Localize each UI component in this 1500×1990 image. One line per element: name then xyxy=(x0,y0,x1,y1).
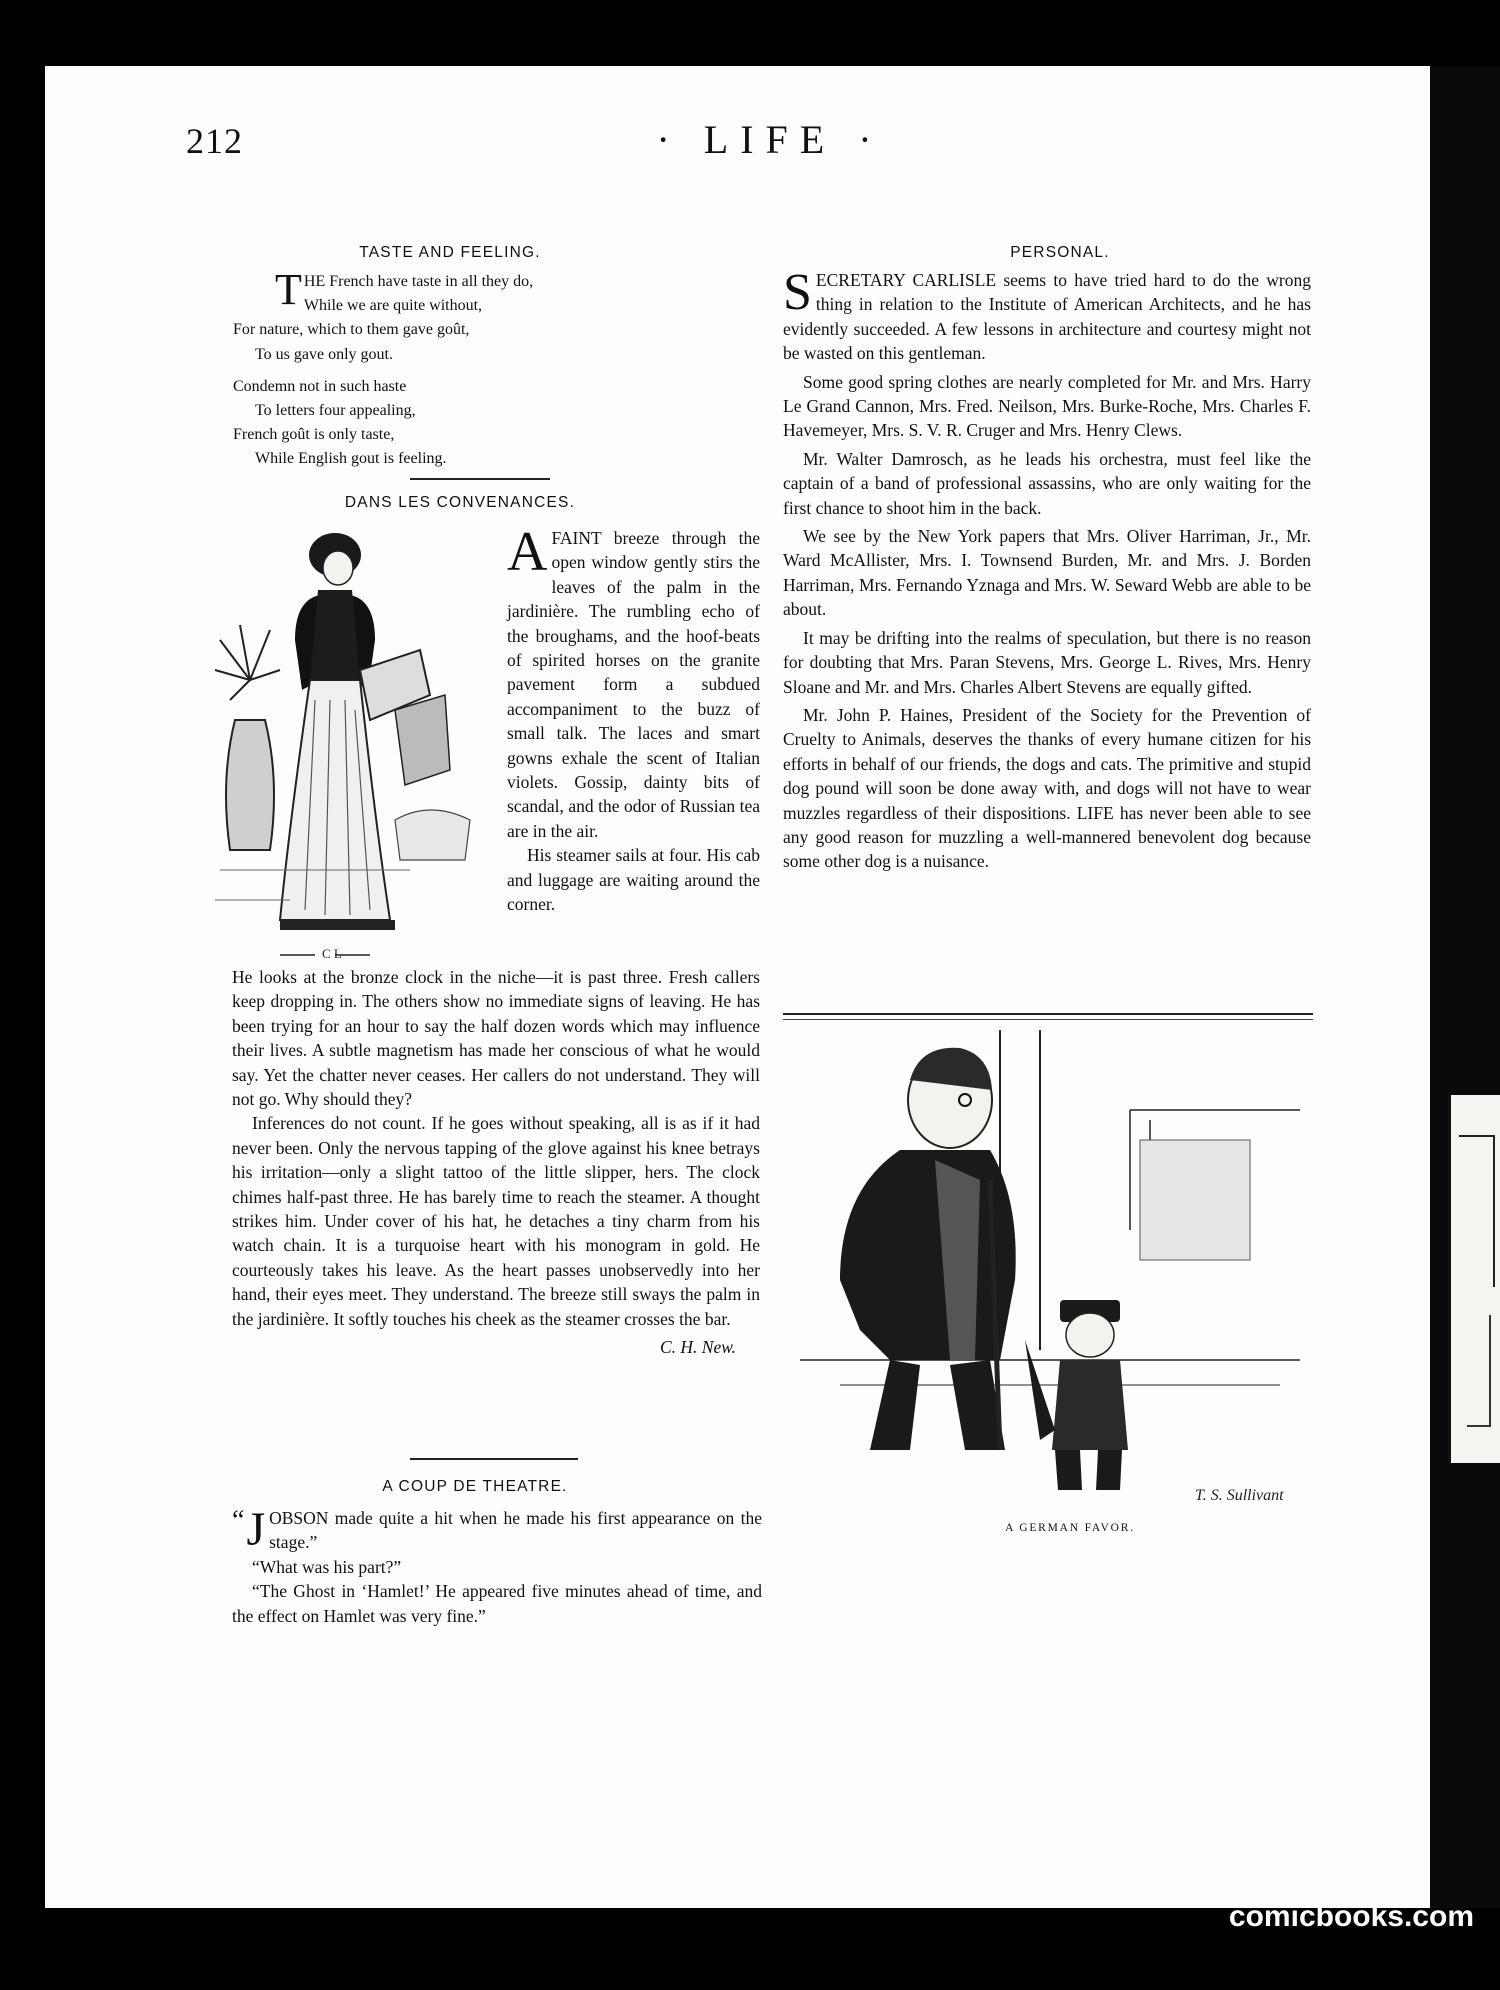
coup-line-1: “ J OBSON made quite a hit when he made his first appearance on the stage.” xyxy=(232,1503,762,1556)
coup-de-theatre-title: A COUP DE THEATRE. xyxy=(382,1478,568,1495)
personal-body xyxy=(783,264,1311,874)
poem-line: Condemn not in such haste xyxy=(233,377,407,395)
cartoon-artist-signature: T. S. Sullivant xyxy=(1195,1487,1284,1504)
page-number: 212 xyxy=(186,121,243,161)
coup-de-theatre-body xyxy=(232,1503,762,1628)
personal-paragraph-6: Mr. John P. Haines, President of the Society for the Prevention of Cruelty to Animals, deserves the thanks of every humane citizen for his efforts in behalf of our friends, the dogs and cats. The primitive and stupid dog pound will soon be done away with, and dogs will not have to wear muzzles regardless of their dispositions. LIFE has never been able to see any good reason for muzzling a well-mannered benevolent dog because some other dog is a nuisance. xyxy=(783,704,1311,872)
convenances-paragraph-3: Inferences do not count. If he goes without speaking, all is as if it had never been. Only the nervous tapping of the glove against his knee betrays his irritation—only a slight tattoo of the little slipper, hers. The clock chimes half-past three. He has barely time to reach the steamer. A thought strikes him. Under cover of his hat, he detaches a tiny charm from his watch chain. It is a turquoise heart with his monogram in gold. He courteously takes his leave. As the heart passes unobservedly into her hand, their eyes meet. They understand. The breeze still sways the palm in the jardinière. It softly touches his cheek as the steamer crosses the bar. xyxy=(232,1113,760,1329)
illustration-signature: C L xyxy=(322,946,342,960)
personal-paragraph-2: Some good spring clothes are nearly completed for Mr. and Mrs. Harry Le Grand Cannon, Mrs. Fred. Neilson, Mrs. Burke-Roche, Mrs. Charles F. Havemeyer, Mrs. S. V. R. Cruger and Mrs. Henry Clews. xyxy=(783,371,1311,441)
personal-paragraph-1: SECRETARY CARLISLE seems to have tried hard to do the wrong thing in relation to the Institute of American Architects, and he has evidently succeeded. A few lessons in architecture and courtesy might not be wasted on this gentleman. xyxy=(783,264,1311,364)
poem-line: While English gout is feeling. xyxy=(255,450,447,468)
masthead: · LIFE · xyxy=(656,117,884,162)
section-divider xyxy=(410,1458,578,1460)
adjacent-page-fragment xyxy=(1448,1095,1500,1463)
coup-line-2: “What was his part?” xyxy=(252,1556,402,1577)
coup-line-3: “The Ghost in ‘Hamlet!’ He appeared five minutes ahead of time, and the effect on Hamlet was very fine.” xyxy=(232,1581,762,1626)
cartoon-top-rule xyxy=(783,1019,1313,1020)
woman-illustration xyxy=(210,520,500,960)
taste-and-feeling-title: TASTE AND FEELING. xyxy=(359,244,541,261)
poem-line: To us gave only gout. xyxy=(255,345,393,363)
personal-paragraph-5: It may be drifting into the realms of speculation, but there is no reason for doubting that Mrs. Paran Stevens, Mrs. George L. Rives, Mrs. Henry Sloane and Mr. and Mrs. Charles Albert Stevens are equally gifted. xyxy=(783,627,1311,697)
poem-line: While we are quite without, xyxy=(303,297,483,315)
convenances-body-narrow xyxy=(507,521,760,917)
personal-title: PERSONAL. xyxy=(1010,244,1110,261)
poem-line: To letters four appealing, xyxy=(255,402,416,420)
personal-paragraph-3: Mr. Walter Damrosch, as he leads his orchestra, must feel like the captain of a band of professional assassins, who are only waiting for the first chance to shoot him in the back. xyxy=(783,448,1311,518)
convenances-paragraph-2-cont: He looks at the bronze clock in the niche—it is past three. Fresh callers keep dropping in. The others show no immediate signs of leaving. He has been trying for an hour to say the half dozen words which may influence their lives. A subtle magnetism has made her conscious of what he would say. Yet the chatter never ceases. Her callers do not understand. They will not go. Why should they? xyxy=(232,967,760,1110)
adjacent-page-edge xyxy=(1430,66,1500,1908)
personal-paragraph-4: We see by the New York papers that Mrs. Oliver Harriman, Jr., Mr. Ward McAllister, Mrs. I. Townsend Burden, Mr. and Mrs. J. Borden Harriman, Mrs. Fernando Yznaga and Mrs. W. Seward Webb are able to be about. xyxy=(783,526,1311,620)
cartoon-caption: A GERMAN FAVOR. xyxy=(1005,1522,1135,1534)
section-divider xyxy=(410,478,550,480)
convenances-paragraph-2-start: His steamer sails at four. His cab and luggage are waiting around the corner. xyxy=(507,845,760,915)
poem-line: HE French have taste in all they do, xyxy=(303,273,534,290)
personal-dropcap: S xyxy=(783,264,812,321)
convenances-body-wide xyxy=(232,965,760,1360)
taste-and-feeling-poem xyxy=(233,265,615,472)
convenances-dropcap: A xyxy=(507,521,548,583)
convenances-paragraph-1: AFAINT breeze through the open window gently stirs the leaves of the palm in the jardinière. The rumbling echo of the broughams, and the hoof-beats of spirited horses on the granite pavement form a subdued accompaniment to the buzz of small talk. The laces and smart gowns exhale the scent of Italian violets. Gossip, dainty bits of scandal, and the odor of Russian tea are in the air. xyxy=(507,521,760,841)
german-favor-cartoon xyxy=(800,1030,1300,1990)
watermark: comicbooks.com xyxy=(1228,1900,1474,1933)
convenances-signature: C. H. New. xyxy=(660,1337,736,1358)
poem-line: For nature, which to them gave goût, xyxy=(233,321,470,339)
cartoon-top-rule xyxy=(783,1013,1313,1015)
poem-line: French goût is only taste, xyxy=(233,426,395,444)
poem-dropcap: T xyxy=(275,265,302,314)
dans-les-convenances-title: DANS LES CONVENANCES. xyxy=(344,494,576,511)
